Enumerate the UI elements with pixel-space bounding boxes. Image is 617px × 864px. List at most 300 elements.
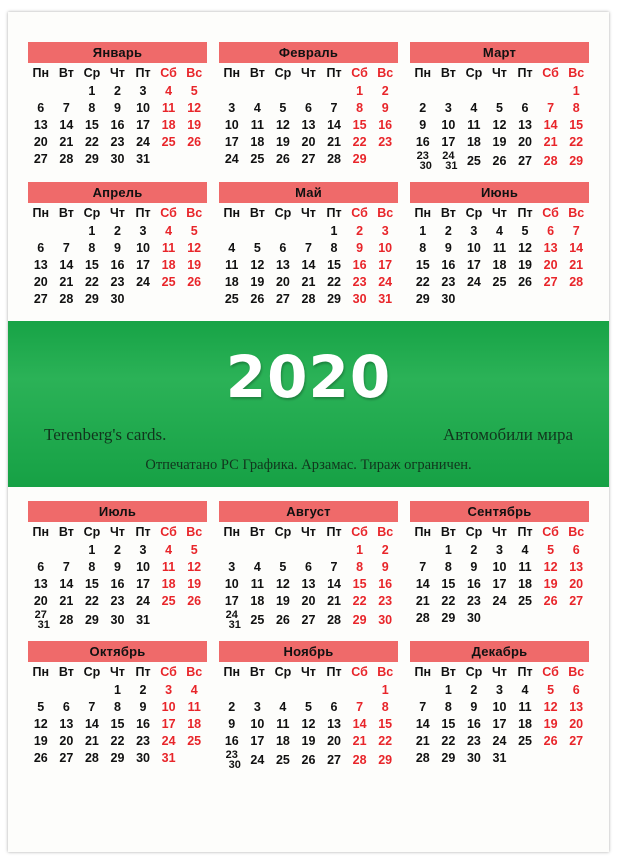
day-cell: [270, 541, 296, 558]
weekday-label: Чт: [110, 665, 125, 679]
week-row: [28, 715, 207, 732]
day-cell: [487, 609, 513, 626]
weekday-label: Пн: [223, 66, 241, 80]
day-cell: 7: [572, 223, 580, 238]
month-name-label: Ноябрь: [219, 641, 398, 662]
day-cell: 15: [441, 576, 456, 591]
day-cell: [436, 82, 462, 99]
weekday-label: Ср: [274, 206, 292, 220]
day-cell: 13: [59, 716, 74, 731]
weekday-header-row: [28, 524, 207, 541]
day-cell: 18: [250, 134, 265, 149]
day-cell: 25: [187, 733, 202, 748]
day-cell: 30: [136, 750, 150, 765]
day-cell: 30: [441, 291, 456, 306]
weekday-label: Чт: [301, 525, 316, 539]
day-cell: [538, 290, 564, 307]
day-cell: 19: [187, 257, 202, 272]
week-row: [219, 290, 398, 307]
day-cell: 28: [327, 151, 341, 166]
day-cell: 19: [543, 576, 558, 591]
months-bottom-half: [8, 487, 609, 781]
week-row: [219, 256, 398, 273]
day-cell: 16: [110, 576, 125, 591]
day-cell: 8: [444, 699, 452, 714]
day-cell: [372, 150, 398, 167]
day-cell: 24: [136, 593, 150, 608]
day-cell: 9: [381, 559, 389, 574]
day-cell: 7: [330, 100, 338, 115]
week-row: [410, 150, 589, 172]
week-row: [28, 82, 207, 99]
month-block: [404, 42, 595, 182]
calendar-card: [8, 12, 609, 852]
month-block: [22, 182, 213, 317]
day-cell: 9: [113, 559, 121, 574]
day-cell: 7: [62, 559, 70, 574]
month-block: [22, 641, 213, 781]
day-cell: 31: [492, 750, 507, 765]
day-cell: 29: [84, 613, 99, 627]
day-cell: 5: [547, 542, 555, 557]
day-cell: 3: [228, 559, 236, 574]
day-cell: 24: [466, 274, 481, 289]
day-cell: [512, 609, 538, 626]
day-cell: 30: [466, 610, 481, 625]
day-cell: 23: [378, 593, 393, 608]
day-cell: [487, 290, 513, 307]
day-cell: 19: [492, 134, 507, 149]
week-row: [28, 256, 207, 273]
day-cell: 7: [330, 559, 338, 574]
day-cell: 13: [33, 257, 48, 272]
week-row: [28, 592, 207, 609]
week-row: [28, 681, 207, 698]
day-cell: 30: [110, 613, 125, 627]
day-cell: 8: [88, 100, 96, 115]
day-cell: 13: [518, 117, 532, 132]
weekday-label: Пт: [517, 525, 533, 539]
day-cell: 2: [113, 542, 121, 557]
day-cell: 4: [253, 100, 261, 115]
day-cell: 28: [84, 750, 99, 765]
day-cell: 5: [279, 559, 287, 574]
day-cell: 13: [569, 559, 584, 574]
day-cell: 19: [33, 733, 48, 748]
day-cell: 31: [161, 750, 176, 765]
weekday-label: Вс: [568, 66, 585, 80]
day-cell: 7: [62, 240, 70, 255]
day-cell: 22: [352, 593, 367, 608]
day-cell: 22: [441, 733, 456, 748]
day-cell: [410, 681, 436, 698]
day-cell: 27: [59, 750, 74, 765]
day-cell: 22: [569, 134, 584, 149]
day-cell: 8: [356, 559, 364, 574]
day-cell: 19: [301, 733, 316, 748]
day-cell: 2: [381, 542, 389, 557]
day-cell: [28, 222, 54, 239]
day-cell: 15: [327, 257, 341, 272]
day-cell: 19: [275, 593, 290, 608]
brand-left-label: Terenberg's cards.: [44, 425, 167, 444]
day-cell: 27: [301, 613, 316, 627]
day-cell: 26: [187, 593, 202, 608]
week-row: [28, 749, 207, 766]
day-cell: 15: [378, 716, 393, 731]
day-cell: 20: [327, 733, 341, 748]
day-cell: 27: [33, 291, 48, 306]
day-cell: 22: [441, 593, 456, 608]
day-cell: 9: [419, 117, 427, 132]
day-cell: 15: [415, 257, 430, 272]
weekday-label: Вт: [440, 206, 456, 220]
day-cell: 1: [356, 542, 364, 557]
day-cell: 28: [415, 610, 430, 625]
day-cell: 1: [444, 542, 452, 557]
weekday-label: Вт: [249, 206, 265, 220]
week-row: [219, 681, 398, 698]
day-cell: 3: [470, 223, 478, 238]
week-row: [28, 222, 207, 239]
weekday-label: Ср: [465, 206, 483, 220]
weekday-label: Пн: [223, 525, 241, 539]
weekday-label: Ср: [465, 66, 483, 80]
day-cell: 12: [543, 559, 558, 574]
day-cell: 19: [543, 716, 558, 731]
day-cell: 10: [378, 240, 393, 255]
weekday-label: Пн: [414, 206, 432, 220]
day-cell: 4: [279, 699, 287, 714]
week-row: [410, 575, 589, 592]
day-cell: 18: [161, 576, 176, 591]
day-cell: 16: [466, 576, 481, 591]
day-cell: 7: [419, 699, 427, 714]
day-cell: 25: [161, 274, 176, 289]
day-cell: [54, 222, 80, 239]
day-cell: 16: [110, 117, 125, 132]
day-cell: 24: [136, 274, 150, 289]
weekday-label: Пн: [414, 66, 432, 80]
day-cell: [270, 82, 296, 99]
day-cell: 29: [327, 291, 341, 306]
week-row: [219, 609, 398, 631]
brand-right-label: Автомобили мира: [443, 425, 573, 444]
day-cell: 8: [88, 240, 96, 255]
day-cell: 26: [275, 151, 290, 166]
day-cell: 4: [190, 682, 198, 697]
day-cell: [296, 222, 322, 239]
day-cell: 29: [352, 151, 367, 166]
day-cell: 28: [59, 151, 74, 166]
day-cell: 29: [569, 154, 584, 168]
day-cell: 10: [250, 716, 265, 731]
week-row: [28, 609, 207, 631]
banner-credits: [8, 411, 609, 445]
day-cell: 21: [327, 593, 341, 608]
day-cell: 30: [110, 151, 125, 166]
weekday-label: Пт: [135, 665, 151, 679]
day-cell: 31: [136, 151, 150, 166]
day-cell: 24: [492, 593, 507, 608]
day-cell: 25: [161, 134, 176, 149]
day-cell: 12: [518, 240, 532, 255]
day-cell: 7: [88, 699, 96, 714]
day-cell: [563, 609, 589, 626]
day-cell: 26: [275, 613, 290, 627]
weekday-label: Вт: [440, 66, 456, 80]
day-cell: 18: [250, 593, 265, 608]
weekday-label: Сб: [160, 525, 177, 539]
month-grid: [28, 65, 207, 167]
weekday-label: Пт: [135, 525, 151, 539]
day-cell: 22: [378, 733, 393, 748]
day-cell: [54, 82, 80, 99]
week-row: [219, 222, 398, 239]
day-cell: 16: [352, 257, 367, 272]
day-cell: 20: [543, 257, 558, 272]
day-cell: 9: [113, 240, 121, 255]
day-cell: 6: [572, 542, 580, 557]
weekday-label: Ср: [83, 66, 101, 80]
weekday-label: Чт: [301, 665, 316, 679]
weekday-label: Пн: [32, 665, 50, 679]
day-cell: 21: [327, 134, 341, 149]
weekday-label: Сб: [351, 665, 368, 679]
weekday-label: Вс: [186, 525, 203, 539]
day-cell: 27: [569, 593, 584, 608]
day-cell: 26: [543, 593, 558, 608]
day-cell: 11: [225, 257, 239, 272]
day-cell: 4: [521, 682, 529, 697]
day-cell: 26: [33, 750, 48, 765]
weekday-label: Вт: [58, 525, 74, 539]
week-row: [219, 239, 398, 256]
week-row: [28, 239, 207, 256]
day-cell: 23: [352, 274, 367, 289]
day-cell: 15: [110, 716, 125, 731]
weekday-label: Чт: [110, 525, 125, 539]
day-cell: 1: [88, 83, 96, 98]
day-cell: 8: [113, 699, 121, 714]
weekday-label: Пт: [135, 206, 151, 220]
day-cell: 23: [378, 134, 393, 149]
day-cell: 2: [444, 223, 452, 238]
month-name-label: Декабрь: [410, 641, 589, 662]
month-grid: [219, 205, 398, 307]
day-cell: 19: [518, 257, 532, 272]
day-cell: 23 30: [416, 150, 432, 172]
day-cell: 21: [415, 733, 430, 748]
day-cell: 22: [110, 733, 125, 748]
day-cell: 14: [327, 117, 341, 132]
weekday-label: Пт: [135, 66, 151, 80]
weekday-label: Вс: [186, 66, 203, 80]
day-cell: [54, 681, 80, 698]
day-cell: 11: [467, 117, 481, 132]
day-cell: 13: [275, 257, 290, 272]
day-cell: 21: [415, 593, 430, 608]
day-cell: 1: [356, 83, 364, 98]
day-cell: 17: [224, 134, 239, 149]
weekday-label: Ср: [83, 525, 101, 539]
day-cell: 27: [275, 291, 290, 306]
weekday-label: Пн: [32, 206, 50, 220]
day-cell: 5: [190, 223, 198, 238]
week-row: [28, 558, 207, 575]
day-cell: 2: [381, 83, 389, 98]
day-cell: [219, 222, 245, 239]
weekday-label: Вс: [377, 206, 394, 220]
day-cell: 26: [543, 733, 558, 748]
week-row: [410, 116, 589, 133]
day-cell: 4: [521, 542, 529, 557]
day-cell: 20: [301, 134, 316, 149]
weekday-label: Сб: [351, 206, 368, 220]
day-cell: 31: [378, 291, 393, 306]
weekday-header-row: [28, 205, 207, 222]
day-cell: 10: [136, 240, 150, 255]
day-cell: [296, 541, 322, 558]
week-row: [410, 133, 589, 150]
day-cell: 30: [110, 291, 125, 306]
day-cell: 21: [569, 257, 584, 272]
center-banner: [8, 321, 609, 487]
month-grid: [219, 65, 398, 167]
day-cell: 14: [415, 576, 430, 591]
day-cell: 6: [304, 559, 312, 574]
day-cell: 30: [352, 291, 367, 306]
imprint-label: Отпечатано РС Графика. Арзамас. Тираж ограничен.: [145, 457, 472, 473]
week-row: [28, 541, 207, 558]
week-row: [219, 715, 398, 732]
week-row: [28, 698, 207, 715]
day-cell: [54, 541, 80, 558]
day-cell: 7: [547, 100, 555, 115]
day-cell: 28: [569, 274, 584, 289]
day-cell: 12: [187, 240, 202, 255]
week-row: [219, 273, 398, 290]
day-cell: 9: [444, 240, 452, 255]
day-cell: [181, 290, 207, 307]
day-cell: 1: [419, 223, 427, 238]
weekday-label: Вс: [377, 525, 394, 539]
day-cell: 11: [187, 699, 201, 714]
day-cell: 3: [165, 682, 173, 697]
weekday-label: Чт: [301, 206, 316, 220]
day-cell: 29: [352, 613, 367, 627]
day-cell: 11: [518, 559, 532, 574]
week-row: [410, 715, 589, 732]
day-cell: [296, 82, 322, 99]
weekday-header-row: [410, 205, 589, 222]
day-cell: 10: [136, 100, 150, 115]
day-cell: 24: [136, 134, 150, 149]
day-cell: [156, 609, 182, 631]
day-cell: 20: [301, 593, 316, 608]
weekday-label: Вс: [377, 66, 394, 80]
month-name-label: Апрель: [28, 182, 207, 203]
day-cell: 12: [275, 117, 290, 132]
day-cell: 18: [161, 257, 176, 272]
day-cell: [28, 541, 54, 558]
months-top-half: [8, 12, 609, 317]
weekday-label: Пн: [223, 206, 241, 220]
day-cell: 12: [492, 117, 507, 132]
day-cell: 25: [518, 733, 532, 748]
day-cell: 3: [381, 223, 389, 238]
day-cell: 6: [304, 100, 312, 115]
day-cell: 14: [415, 716, 430, 731]
week-row: [28, 133, 207, 150]
week-row: [410, 222, 589, 239]
weekday-header-row: [410, 65, 589, 82]
weekday-header-row: [219, 65, 398, 82]
weekday-label: Сб: [542, 206, 559, 220]
day-cell: 19: [275, 134, 290, 149]
day-cell: 14: [59, 576, 74, 591]
week-row: [28, 273, 207, 290]
day-cell: 22: [415, 274, 430, 289]
day-cell: 14: [543, 117, 558, 132]
week-row: [219, 592, 398, 609]
day-cell: [296, 681, 322, 698]
day-cell: 6: [279, 240, 287, 255]
day-cell: 1: [572, 83, 580, 98]
day-cell: 20: [518, 134, 532, 149]
day-cell: 12: [275, 576, 290, 591]
day-cell: 5: [253, 240, 261, 255]
day-cell: 4: [165, 542, 173, 557]
day-cell: 25: [250, 151, 265, 166]
day-cell: 29: [441, 750, 456, 765]
day-cell: 16: [378, 576, 393, 591]
day-cell: 28: [59, 613, 74, 627]
week-row: [410, 239, 589, 256]
day-cell: 29: [84, 291, 99, 306]
week-row: [410, 698, 589, 715]
weekday-label: Чт: [110, 206, 125, 220]
day-cell: 16: [224, 733, 239, 748]
month-name-label: Март: [410, 42, 589, 63]
day-cell: 3: [139, 223, 147, 238]
day-cell: 29: [415, 291, 430, 306]
day-cell: 6: [37, 559, 45, 574]
month-name-label: Февраль: [219, 42, 398, 63]
day-cell: 18: [224, 274, 239, 289]
day-cell: 14: [59, 257, 74, 272]
day-cell: 14: [59, 117, 74, 132]
day-cell: 15: [441, 716, 456, 731]
day-cell: 11: [161, 240, 176, 255]
day-cell: 15: [352, 576, 367, 591]
week-row: [410, 732, 589, 749]
day-cell: 3: [139, 542, 147, 557]
day-cell: 4: [165, 83, 173, 98]
day-cell: 17: [378, 257, 393, 272]
day-cell: 20: [33, 274, 48, 289]
day-cell: 17: [492, 716, 507, 731]
day-cell: 5: [495, 100, 503, 115]
day-cell: 11: [161, 559, 176, 574]
month-block: [404, 641, 595, 781]
week-row: [219, 732, 398, 749]
day-cell: 19: [187, 576, 202, 591]
day-cell: [410, 82, 436, 99]
day-cell: 21: [59, 274, 74, 289]
weekday-label: Чт: [492, 66, 507, 80]
day-cell: [181, 150, 207, 167]
